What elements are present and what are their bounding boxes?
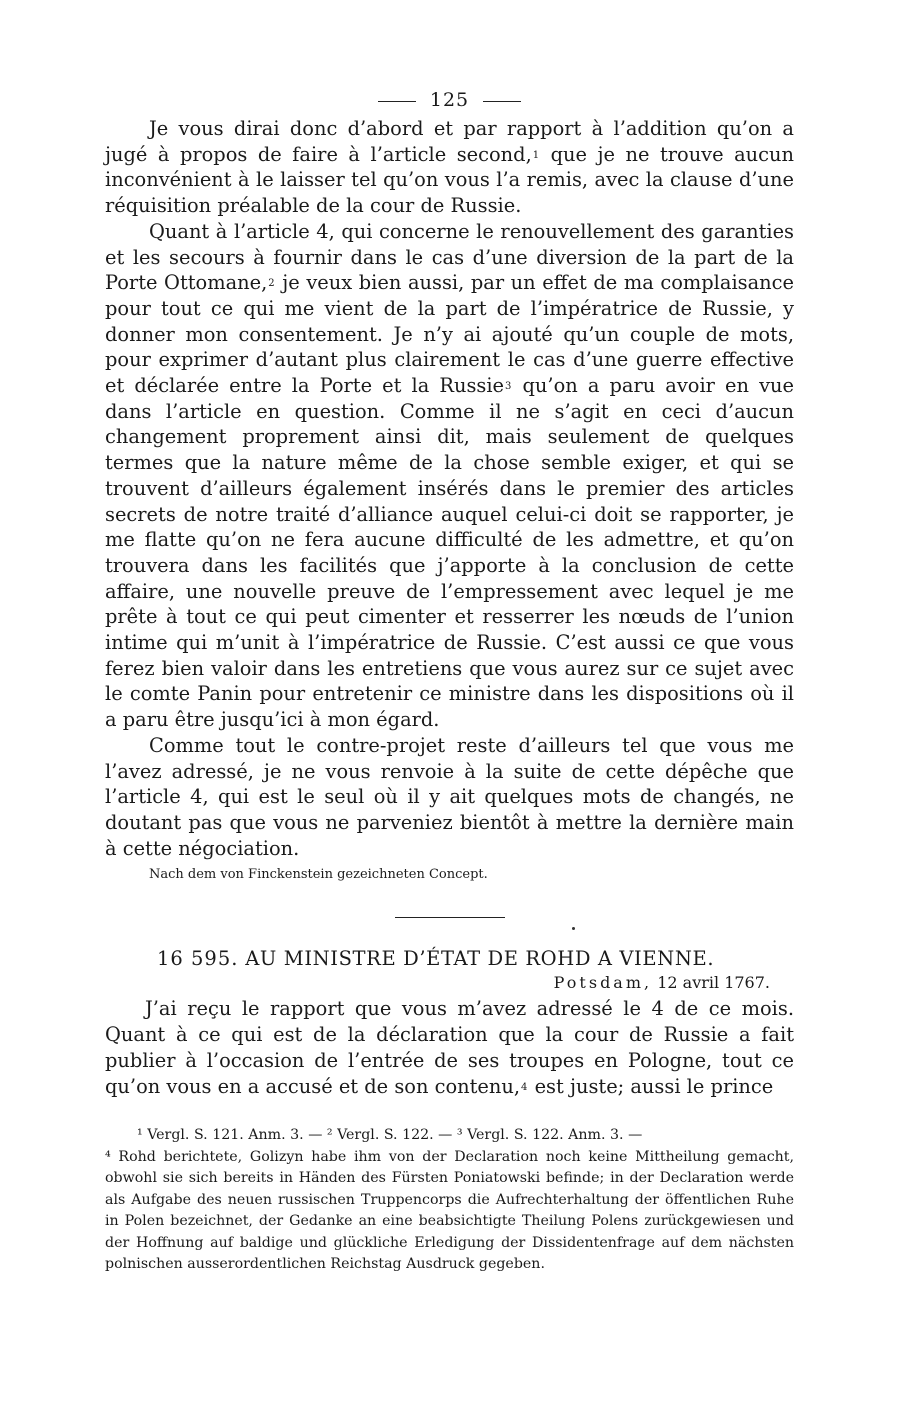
paragraph-2 [105,219,794,733]
paragraph-text: Comme tout le contre-projet reste d’ailleurs tel que vous me l’avez adressé, je ne vous renvoie à la suite de cette dépêche que l’article 4, qui est le seul où il y ait quelques mots de changés, ne doutant pas que vous ne parveniez bientôt à mettre la dernière main à cette négociation. [105,733,794,860]
paragraph-text: Quant à l’article 4, qui concerne le renouvellement des garanties et les secours à fournir dans le cas d’une diversion de la part de la Porte Ottomane, [105,219,794,295]
header-dash-left [378,101,416,102]
letter-number: 16 595. [157,947,239,971]
letter-body-text: est juste; aussi le prince [528,1074,774,1098]
paragraph-text: je veux bien aussi, par un effet de ma complaisance pour tout ce qui me vient de la part de l’impératrice de Russie, y donner mon consentement. Je n’y ai ajouté qu’un couple de mots, pour exprimer d’autant plus clairement le cas d’une guerre effective et déclarée entre la Porte et la Russie [105,271,794,398]
section-separator [395,917,505,918]
footnote-ref-2: 2 [268,278,275,290]
paragraph-text: que je ne trouve aucun inconvénient à le laisser tel qu’on vous l’a remis, avec la clause d’une réquisition préalable de la cour de Russie. [105,142,795,218]
paragraph-text: qu’on a paru avoir en vue dans l’article en question. Comme il ne s’agit en ceci d’aucun changement proprement ainsi dit, mais seulement de quelques termes que la nature même de la chose semble exiger, et qui se trouvent d’ailleurs également insérés dans le premier des articles secrets de notre traité d’alliance auquel celui-ci doit se rapporter, je me flatte qu’on ne fera aucune difficulté de les admettre, et qu’on trouvera dans les facilités que j’apporte à la conclusion de cette affaire, une nouvelle preuve de l’empressement avec lequel je me prête à tout ce qui peut cimenter et resserrer les nœuds de l’union intime qui m’unit à l’impératrice de Russie. C’est aussi ce que vous ferez bien valoir dans les entretiens que vous aurez sur ce sujet avec le comte Panin pour entretenir ce ministre dans les dispositions où il a paru être jusqu’ici à mon égard. [105,374,795,732]
letter-title: AU MINISTRE D’ÉTAT DE ROHD A VIENNE. [245,947,715,971]
page-number: 125 [429,89,470,111]
paragraph-1 [105,116,794,219]
letter-body-text: J’ai reçu le rapport que vous m’avez adressé le 4 de ce mois. Quant à ce qui est de la déclaration que la cour de Russie a fait publier à l’occasion de l’entrée de ses troupes en Pologne, tout ce qu’on vous en a accusé et de son contenu, [105,997,794,1098]
footnote-ref-1: 1 [532,149,540,161]
header-dash-right [483,101,521,102]
footnote-ref-3: 3 [505,381,512,393]
document-page [105,84,794,1276]
separator-dot [572,927,575,930]
paragraph-3 [105,733,794,862]
letter-dateline [105,972,770,994]
source-note: Nach dem von Finckenstein gezeichneten Concept. [149,867,488,883]
footnote-ref-4: 4 [521,1081,528,1093]
footnote-line-1: ¹ Vergl. S. 121. Anm. 3. — ² Vergl. S. 122. — ³ Vergl. S. 122. Anm. 3. — [137,1127,643,1144]
letter-body [105,996,794,1099]
paragraph-text: Je vous dirai donc d’abord et par rapport à l’addition qu’on a jugé à propos de faire à l’article second, [105,117,794,166]
footnote-4: ⁴ Rohd berichtete, Golizyn habe ihm von der Declaration noch keine Mittheilung gemacht, obwohl sie sich bereits in Händen des Fürsten Poniatowski befinde; in der Declaration werde als Aufgabe des neuen russischen Truppencorps die Aufrechterhaltung der öffentlichen Ruhe in Polen bezeichnet, der Gedanke an eine beabsichtigte Theilung Polens zurückgewiesen und der Hoffnung auf baldige und glückliche Erledigung der Dissidentenfrage auf dem nächsten polnischen ausserordentlichen Reichstag Ausdruck gegeben. [105,1148,794,1273]
letter-place: Potsdam, [553,973,653,993]
letter-date: 12 avril 1767. [657,973,770,993]
page-header [105,84,794,116]
footnotes [105,1125,794,1276]
letter-heading [157,946,794,972]
